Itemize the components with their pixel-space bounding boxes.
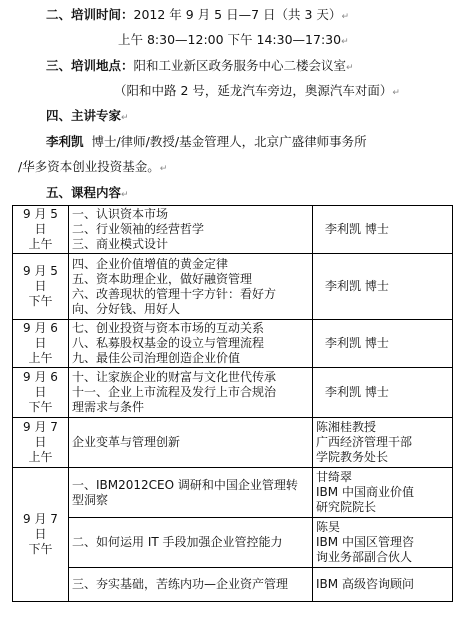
training-place-line — [46, 57, 354, 77]
content-cell — [69, 320, 313, 368]
date-period: 下午 — [28, 400, 53, 414]
course-item: 七、创业投资与资本市场的互动关系 — [72, 321, 265, 335]
speaker-line: 陈昊 — [316, 520, 341, 534]
speaker-cell — [313, 568, 453, 602]
speaker-line: 广西经济管理干部 — [316, 435, 413, 449]
table-row — [13, 568, 453, 602]
training-time-line — [46, 6, 349, 26]
date-cell — [13, 418, 69, 468]
speaker-line: IBM 中国商业价值 — [316, 485, 414, 499]
speaker-line: 李利凯 博士 — [325, 336, 389, 350]
course-item: 企业变革与管理创新 — [72, 435, 181, 449]
table-row — [13, 468, 453, 518]
speaker-line: 甘绮翠 — [316, 470, 353, 484]
paragraph-mark-icon: ↵ — [121, 113, 129, 123]
training-place-label: 三、培训地点： — [46, 58, 134, 73]
expert-description-1: 博士/律师/教授/基金管理人，北京广盛律师事务所 — [91, 134, 367, 149]
content-cell — [69, 368, 313, 418]
table-row — [13, 206, 453, 254]
paragraph-mark-icon: ↵ — [392, 88, 400, 98]
date-day: 9 月 6 日 — [23, 370, 58, 399]
course-item: 一、认识资本市场 — [72, 207, 169, 221]
course-item: 六、改善现状的管理十字方针：看好方 — [72, 286, 277, 301]
table-row — [13, 368, 453, 418]
date-day: 9 月 7 日 — [23, 420, 58, 449]
date-day: 9 月 5 日 — [23, 207, 58, 236]
speaker-cell — [313, 518, 453, 568]
speaker-cell — [313, 368, 453, 418]
content-cell — [69, 468, 313, 518]
course-item: 向、分好钱、用好人 — [72, 301, 181, 316]
table-row — [13, 518, 453, 568]
date-cell — [13, 206, 69, 254]
date-cell — [13, 368, 69, 418]
course-schedule-table — [12, 205, 453, 602]
date-cell — [13, 468, 69, 602]
speaker-line: 李利凯 博士 — [325, 222, 389, 236]
course-item: 九、最佳公司治理创造企业价值 — [72, 351, 241, 365]
expert-line-1 — [46, 133, 367, 150]
speaker-line: 李利凯 博士 — [325, 279, 389, 293]
date-cell — [13, 254, 69, 320]
expert-name: 李利凯 — [46, 134, 84, 149]
paragraph-mark-icon: ↵ — [159, 164, 168, 174]
date-period: 下午 — [28, 294, 53, 308]
speaker-line: 陈湘桂教授 — [316, 420, 377, 434]
date-day: 9 月 5 日 — [23, 264, 58, 293]
course-item: 十一、企业上市流程及发行上市合规治 — [72, 385, 277, 399]
course-item: 理需求与条件 — [72, 400, 145, 414]
speaker-cell — [313, 418, 453, 468]
course-item: 八、私募股权基金的设立与管理流程 — [72, 336, 265, 350]
speaker-cell — [313, 206, 453, 254]
course-item: 五、资本助理企业，做好融资管理 — [72, 271, 253, 286]
speaker-line: 学院教务处长 — [316, 450, 389, 464]
speaker-line: 研究院院长 — [316, 500, 377, 514]
date-cell — [13, 320, 69, 368]
course-item: 二、行业领袖的经营哲学 — [72, 222, 205, 236]
speaker-cell — [313, 320, 453, 368]
course-item: 二、如何运用 IT 手段加强企业管控能力 — [72, 535, 283, 549]
date-period: 上午 — [28, 237, 53, 251]
training-hours-line — [118, 31, 349, 51]
date-period: 上午 — [28, 450, 53, 464]
course-item: 一、IBM2012CEO 调研和中国企业管理转 — [72, 477, 298, 492]
section-5-title — [46, 184, 129, 204]
content-cell — [69, 568, 313, 602]
content-cell — [69, 254, 313, 320]
training-place-value: 阳和工业新区政务服务中心二楼会议室 — [133, 58, 347, 73]
section-4-title-text: 四、主讲专家 — [46, 108, 122, 123]
training-time-label: 二、培训时间： — [46, 7, 134, 22]
course-item: 三、商业模式设计 — [72, 237, 169, 251]
paragraph-mark-icon: ↵ — [341, 37, 349, 47]
speaker-line: 询业务部副合伙人 — [316, 550, 413, 564]
expert-description-2: /华多资本创业投资基金。 — [18, 159, 160, 174]
training-place-detail: （阳和中路 2 号，延龙汽车旁边，奥源汽车对面） — [114, 83, 393, 98]
table-row — [13, 418, 453, 468]
speaker-cell — [313, 254, 453, 320]
paragraph-mark-icon: ↵ — [341, 12, 349, 22]
course-item: 三、夯实基础，苦练内功—企业资产管理 — [72, 577, 289, 591]
table-row — [13, 320, 453, 368]
content-cell — [69, 418, 313, 468]
paragraph-mark-icon: ↵ — [121, 190, 129, 200]
content-cell — [69, 518, 313, 568]
course-item: 四、企业价值增值的黄金定律 — [72, 256, 229, 271]
date-day: 9 月 7 日 — [23, 512, 58, 541]
expert-line-2 — [18, 158, 167, 178]
training-time-value: 2012 年 9 月 5 日—7 日（共 3 天） — [133, 7, 342, 22]
training-place-detail-line — [114, 82, 400, 102]
speaker-line: 李利凯 博士 — [325, 385, 389, 399]
course-item: 十、让家族企业的财富与文化世代传承 — [72, 370, 277, 384]
content-cell — [69, 206, 313, 254]
course-item: 型洞察 — [72, 492, 109, 507]
date-period: 下午 — [28, 542, 53, 556]
speaker-line: IBM 中国区管理咨 — [316, 535, 414, 549]
section-4-title — [46, 107, 129, 127]
table-row — [13, 254, 453, 320]
date-period: 上午 — [28, 351, 53, 365]
speaker-cell — [313, 468, 453, 518]
paragraph-mark-icon: ↵ — [346, 63, 354, 73]
speaker-line: IBM 高级咨询顾问 — [316, 577, 414, 591]
section-5-title-text: 五、课程内容 — [46, 185, 122, 200]
training-hours: 上午 8:30—12:00 下午 14:30—17:30 — [118, 32, 342, 47]
date-day: 9 月 6 日 — [23, 321, 58, 350]
